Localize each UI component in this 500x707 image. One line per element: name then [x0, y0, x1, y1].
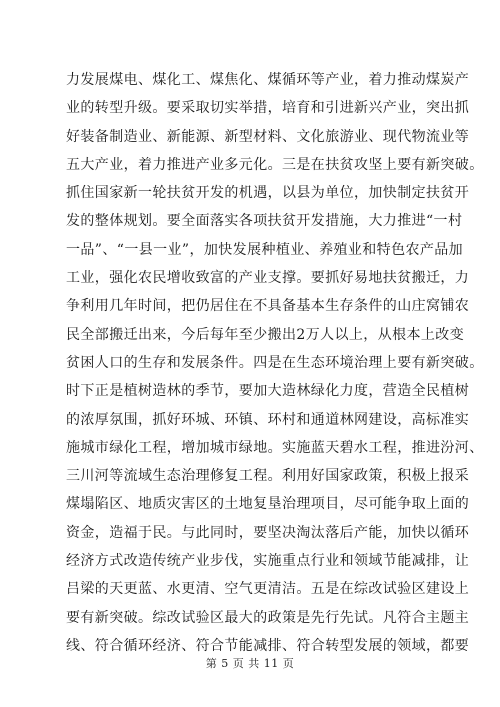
text-line: 好装备制造业、新能源、新型材料、文化旅游业、现代物流业等: [66, 128, 470, 145]
text-line: 五大产业，着力推进产业多元化。三是在扶贫攻坚上要有新突破。: [66, 156, 484, 173]
text-line: 民全部搬迁出来，今后每年至少搬出2万人以上，从根本上改变: [66, 326, 465, 343]
body-text: [66, 66, 484, 660]
text-line: 工业，强化农民增收致富的产业支撑。要抓好易地扶贫搬迁，力: [66, 270, 470, 287]
text-line: 经济方式改造传统产业步伐，实施重点行业和领域节能减排，让: [66, 553, 470, 570]
text-line: 煤塌陷区、地质灾害区的土地复垦治理项目，尽可能争取上面的: [66, 496, 470, 513]
text-line: 力发展煤电、煤化工、煤焦化、煤循环等产业，着力推动煤炭产: [66, 72, 470, 88]
text-line: 争利用几年时间，把仍居住在不具备基本生存条件的山庄窝铺农: [66, 298, 470, 315]
text-line: 抓住国家新一轮扶贫开发的机遇，以县为单位，加快制定扶贫开: [66, 185, 470, 202]
text-line: 三川河等流域生态治理修复工程。利用好国家政策，积极上报采: [66, 468, 470, 485]
text-line: 吕梁的天更蓝、水更清、空气更清洁。五是在综改试验区建设上: [66, 581, 470, 598]
text-line: 线、符合循环经济、符合节能减排、符合转型发展的领域，都要: [66, 637, 470, 654]
text-line: 时下正是植树造林的季节，要加大造林绿化力度，营造全民植树: [66, 383, 470, 400]
text-line: 发的整体规划。要全面落实各项扶贫开发措施，大力推进“一村: [66, 213, 463, 230]
text-line: 一品”、“一县一业”，加快发展种植业、养殖业和特色农产品加: [66, 241, 464, 258]
page-number-footer: 第 5 页 共 11 页: [205, 657, 295, 670]
text-line: 业的转型升级。要采取切实举措，培育和引进新兴产业，突出抓: [66, 100, 470, 117]
text-line: 资金，造福于民。与此同时，要坚决淘汰落后产能，加快以循环: [66, 524, 470, 541]
text-line: 要有新突破。综改试验区最大的政策是先行先试。凡符合主题主: [66, 609, 470, 626]
text-line: 的浓厚氛围，抓好环城、环镇、环村和通道林网建设，高标准实: [66, 411, 470, 428]
text-line: 贫困人口的生存和发展条件。四是在生态环境治理上要有新突破。: [66, 354, 484, 371]
text-line: 施城市绿化工程，增加城市绿地。实施蓝天碧水工程，推进汾河、: [66, 439, 484, 456]
